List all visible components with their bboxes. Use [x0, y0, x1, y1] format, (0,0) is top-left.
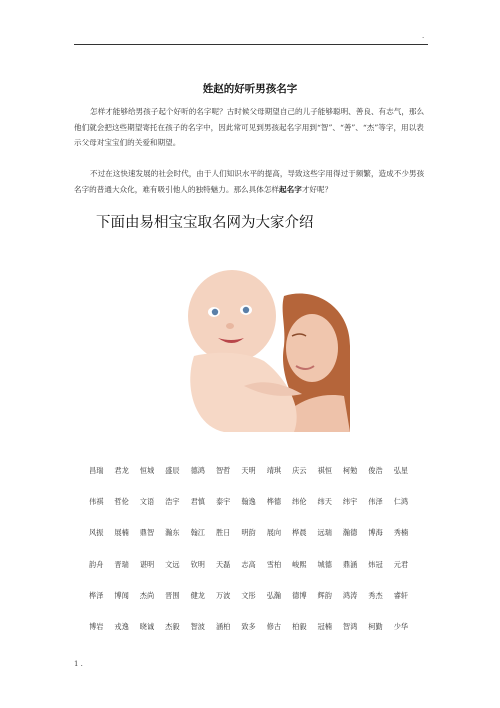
- name-cell: 晋围: [165, 590, 180, 600]
- name-cell: 展楠: [114, 528, 129, 538]
- name-cell: 君龙: [114, 466, 129, 475]
- names-grid: [89, 466, 419, 653]
- name-cell: 德博: [292, 590, 307, 600]
- name-cell: 天明: [241, 466, 256, 475]
- name-cell: 展向: [266, 528, 282, 538]
- name-cell: 修古: [266, 621, 282, 631]
- name-cell: 靖琪: [266, 466, 282, 475]
- names-row: [89, 560, 419, 570]
- name-cell: 天磊: [215, 559, 231, 569]
- name-cell: 秀楠: [393, 528, 409, 538]
- name-cell: 元君: [393, 559, 409, 569]
- name-cell: 仁鸿: [393, 497, 409, 507]
- name-cell: 文彤: [241, 590, 256, 600]
- name-cell: 明韵: [241, 528, 256, 538]
- bold-keyword: 起名字: [279, 184, 302, 194]
- name-cell: 伟祺: [89, 497, 104, 507]
- name-cell: 谌明: [139, 559, 155, 569]
- header-rule: [74, 44, 428, 45]
- name-cell: 钦明: [190, 559, 205, 569]
- page-title: 姓赵的好听男孩名字: [202, 83, 298, 95]
- name-cell: 胜日: [215, 528, 231, 538]
- names-row: [89, 622, 419, 632]
- name-cell: 昌瑞: [89, 466, 104, 475]
- name-cell: 恒城: [139, 466, 155, 475]
- name-cell: 风振: [89, 528, 104, 538]
- name-cell: 冠楠: [317, 621, 332, 631]
- name-cell: 盛辰: [165, 466, 180, 475]
- name-cell: 博岩: [89, 621, 104, 631]
- name-cell: 文语: [139, 497, 155, 507]
- name-cell: 祺恒: [317, 466, 332, 475]
- names-row: [89, 528, 419, 538]
- name-cell: 桦晨: [292, 528, 307, 538]
- name-cell: 峻熙: [292, 559, 307, 569]
- name-cell: 伟泽: [368, 497, 383, 507]
- second-paragraph-text: 不过在这快速发展的社会时代，由于人们知识水平的提高，导致这些字用得过于频繁，造成不少男孩名字的普通大众化，难有吸引他人的独特魅力。那么具体怎样: [74, 169, 425, 194]
- name-cell: 韵舟: [89, 559, 104, 569]
- name-cell: 杰尚: [139, 590, 155, 600]
- name-cell: 志高: [241, 559, 256, 569]
- name-cell: 炜冠: [368, 559, 383, 569]
- name-cell: 哲伦: [114, 497, 129, 507]
- names-row: [89, 497, 419, 507]
- name-cell: 涵柏: [215, 621, 231, 631]
- name-cell: 博闻: [114, 590, 129, 600]
- name-cell: 晓诚: [139, 621, 155, 631]
- name-cell: 桦泽: [89, 590, 104, 600]
- name-cell: 晋瑞: [114, 559, 129, 569]
- name-cell: 智波: [190, 621, 205, 631]
- name-cell: 庆云: [292, 466, 307, 475]
- name-cell: 辉韵: [317, 590, 332, 600]
- name-cell: 万波: [215, 590, 231, 600]
- name-cell: 纬伦: [292, 497, 307, 507]
- name-cell: 远瑞: [317, 528, 332, 538]
- header-mark: .: [422, 32, 425, 40]
- page-number: 1 .: [74, 660, 83, 668]
- name-cell: 桦德: [266, 497, 282, 507]
- name-cell: 智鸿: [342, 621, 358, 631]
- name-cell: 德鸿: [190, 466, 205, 475]
- name-cell: 柏毅: [292, 621, 307, 631]
- name-cell: 瀚东: [165, 528, 180, 538]
- names-row: [89, 591, 419, 601]
- name-cell: 致多: [241, 621, 256, 631]
- name-cell: 柯勉: [342, 466, 358, 475]
- intro-paragraph: [74, 104, 428, 151]
- name-cell: 浩宇: [165, 497, 180, 507]
- name-cell: 俊浩: [368, 466, 383, 475]
- name-cell: 少华: [393, 621, 409, 631]
- name-cell: 翰江: [190, 528, 205, 538]
- name-cell: 弘瀚: [266, 590, 282, 600]
- name-cell: 文远: [165, 559, 180, 569]
- name-cell: 鸿涛: [342, 590, 358, 600]
- name-cell: 鼎涵: [342, 559, 358, 569]
- second-paragraph-end: 才好呢？: [301, 184, 333, 194]
- second-paragraph: [74, 166, 428, 197]
- section-subheading: 下面由易相宝宝取名网为大家介绍: [96, 215, 314, 231]
- name-cell: 健龙: [190, 590, 205, 600]
- name-cell: 城德: [317, 559, 332, 569]
- name-cell: 泰宇: [215, 497, 231, 507]
- name-cell: 雪柏: [266, 559, 282, 569]
- name-cell: 戎逸: [114, 621, 129, 631]
- name-cell: 纬天: [317, 497, 332, 507]
- name-cell: 博海: [368, 528, 383, 538]
- name-cell: 杰毅: [165, 621, 180, 631]
- name-cell: 睿轩: [393, 590, 409, 600]
- name-cell: 智哲: [215, 466, 231, 475]
- intro-paragraph-text: 怎样才能够给男孩子起个好听的名字呢？古时候父母期望自己的儿子能够聪明、善良、有志气，那么他们就会把这些期望寄托在孩子的名字中，因此常可见到男孩起名字用到“智”、“善”、“杰”等字，用以表示父母对宝宝们的关爱和期望。: [74, 107, 425, 147]
- name-cell: 纬宇: [342, 497, 358, 507]
- mother-baby-photo: [184, 266, 350, 432]
- name-cell: 君慎: [190, 497, 205, 507]
- name-cell: 瀚德: [342, 528, 358, 538]
- name-cell: 柯勤: [368, 621, 383, 631]
- names-row: [89, 466, 419, 476]
- name-cell: 翰逸: [241, 497, 256, 507]
- name-cell: 弘星: [393, 466, 409, 475]
- name-cell: 鼎智: [139, 528, 155, 538]
- name-cell: 秀杰: [368, 590, 383, 600]
